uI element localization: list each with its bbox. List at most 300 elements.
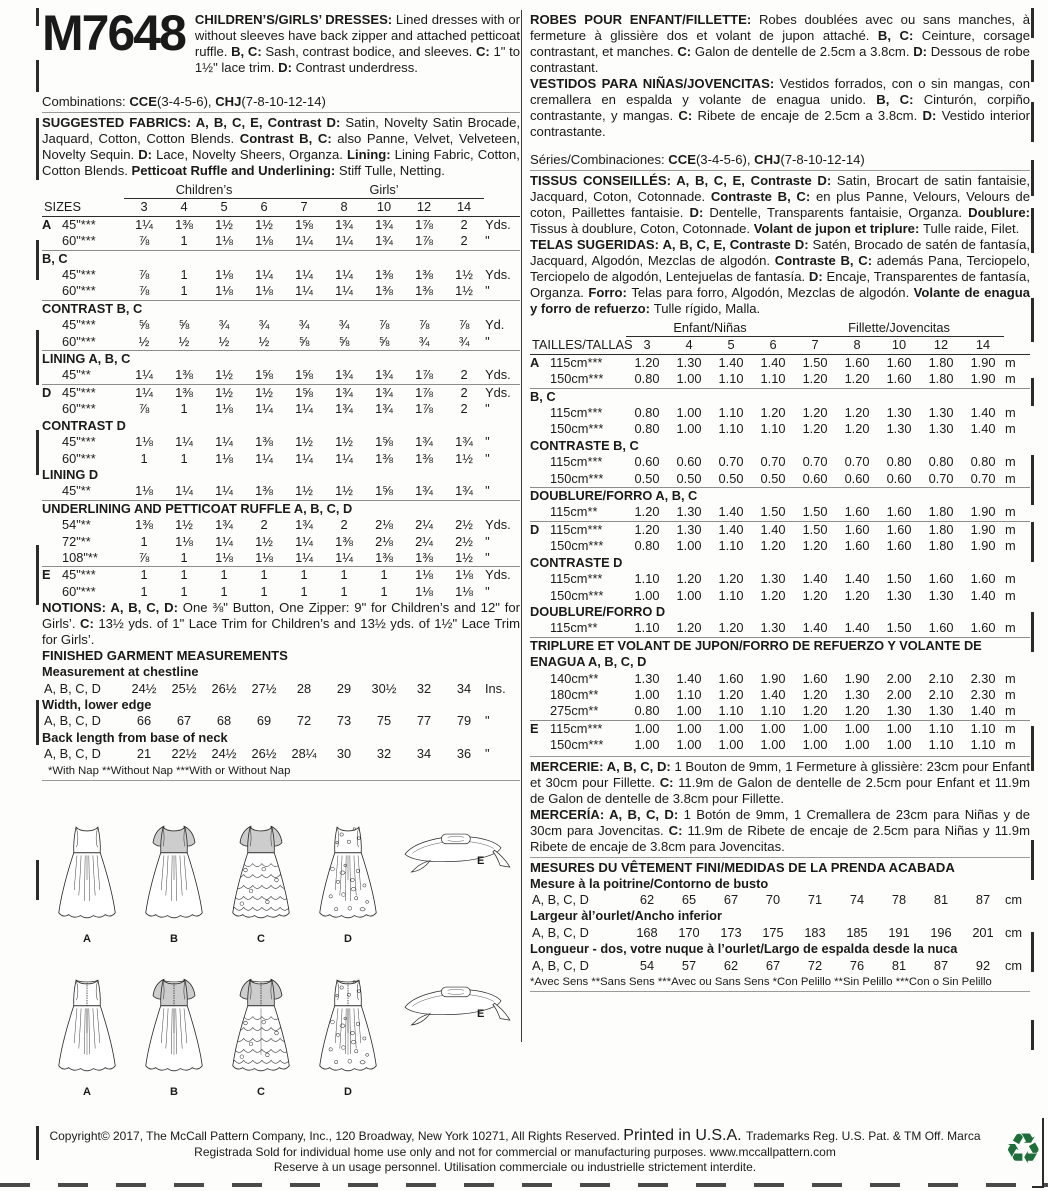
table-cell: 1 xyxy=(180,267,188,283)
table-cell: 1.60 xyxy=(928,571,954,587)
table-cell: 1¼ xyxy=(215,434,233,450)
table-cell: ½ xyxy=(178,333,190,349)
table-cell: 1.40 xyxy=(802,620,828,636)
table-cell: 72 xyxy=(296,713,312,729)
table-cell: 1.00 xyxy=(676,421,702,437)
table-cell xyxy=(530,421,548,437)
table-cell: 1.20 xyxy=(844,405,870,421)
table-cell: 1.20 xyxy=(802,587,828,603)
table-cell: 79 xyxy=(456,713,472,729)
series-line xyxy=(530,152,1030,168)
bodice-shape xyxy=(335,827,362,853)
table-row xyxy=(42,334,520,351)
table-cell: " xyxy=(485,333,490,349)
table-cell: m xyxy=(1005,354,1016,370)
table-cell: 1⅞ xyxy=(415,401,433,417)
table-cell: LINING A, B, C xyxy=(42,351,520,368)
table-cell: 1½ xyxy=(215,367,233,383)
table-cell: 0.50 xyxy=(676,470,702,486)
table-cell: 1.20 xyxy=(718,686,744,702)
table-cell: 24½ xyxy=(131,680,157,696)
table-cell: 60"*** xyxy=(62,333,96,349)
table-cell: 1.20 xyxy=(760,538,786,554)
table-cell: 1 xyxy=(140,450,148,466)
table-cell: 7 xyxy=(284,199,324,216)
table-row xyxy=(42,267,520,283)
table-row xyxy=(42,746,520,762)
table-row xyxy=(42,567,520,584)
text-segment: Trademarks Reg. U.S. Pat. & TM Off. Marca xyxy=(746,1129,981,1143)
table-cell: 1¾ xyxy=(375,233,393,249)
registration-mark xyxy=(36,60,39,92)
table-cell: m xyxy=(1005,470,1016,486)
table-row xyxy=(42,730,520,746)
lace-skirt-shape xyxy=(225,1006,298,1071)
table-cell: DOUBLURE/FORRO A, B, C xyxy=(530,488,1030,505)
table-cell: 60"*** xyxy=(62,283,96,299)
table-row xyxy=(530,720,1030,737)
table-cell: 1¼ xyxy=(255,267,273,283)
table-cell: 12 xyxy=(404,199,444,216)
table-cell: 1⅜ xyxy=(375,283,393,299)
table-cell: 32 xyxy=(376,746,392,762)
table-cell: 1.10 xyxy=(718,421,744,437)
table-cell: 1⅛ xyxy=(135,483,153,499)
table-cell: 201 xyxy=(972,924,994,940)
table-cell: 1⅛ xyxy=(175,533,193,549)
table-cell: 1⅜ xyxy=(415,283,433,299)
table-cell: 0.60 xyxy=(802,470,828,486)
table-cell: 1.10 xyxy=(634,571,660,587)
table-cell xyxy=(484,182,520,199)
table-cell: 1 xyxy=(124,567,164,584)
table-row xyxy=(530,454,1030,470)
table-cell: Largeur àl’ourlet/Ancho inferior xyxy=(530,908,722,924)
table-cell: 1⅛ xyxy=(404,567,444,584)
text-segment: D: xyxy=(138,147,157,162)
text-segment: C: xyxy=(678,108,698,123)
table-cell: 1.50 xyxy=(802,354,828,370)
table-cell: CONTRASTE B, C xyxy=(530,437,639,453)
table-cell: 1.10 xyxy=(718,371,744,387)
table-row xyxy=(530,604,1030,620)
table-cell: 0.80 xyxy=(928,454,954,470)
table-cell: Ins. xyxy=(485,680,506,696)
table-cell: 1.00 xyxy=(836,720,878,737)
table-cell: TAILLES/TALLAS xyxy=(532,337,633,353)
table-cell: 5 xyxy=(204,199,244,216)
table-cell: 1⅜ xyxy=(335,533,353,549)
table-cell: 1 xyxy=(140,533,148,549)
dress-c-front-illustration xyxy=(220,818,302,932)
table-cell: 1.00 xyxy=(760,737,786,753)
text-segment: Vestido interior contrastante. xyxy=(530,108,1030,139)
table-cell: 1 xyxy=(324,567,364,584)
text-segment: C: xyxy=(668,822,688,838)
table-cell: 22½ xyxy=(171,746,197,762)
table-row xyxy=(42,681,520,697)
table-cell: ¾ xyxy=(338,317,350,333)
table-cell: 5 xyxy=(710,337,752,354)
table-cell: 0.70 xyxy=(718,454,744,470)
table-cell: 1.10 xyxy=(970,737,996,753)
table-cell: 1½ xyxy=(335,483,353,499)
table-row xyxy=(42,697,520,713)
table-cell: A, B, C, D xyxy=(532,924,589,940)
table-cell: 191 xyxy=(888,924,910,940)
table-cell: 2 xyxy=(460,367,468,383)
description-es xyxy=(530,76,1030,140)
table-cell: 1.30 xyxy=(886,703,912,719)
table-cell: 1.40 xyxy=(710,521,752,538)
table-cell: 1.60 xyxy=(970,620,996,636)
table-cell: 1.00 xyxy=(676,737,702,753)
table-cell: 45"** xyxy=(62,483,91,499)
table-cell: 1.00 xyxy=(676,703,702,719)
table-cell: " xyxy=(485,746,490,762)
table-cell: Width, lower edge xyxy=(42,696,152,712)
table-cell: 1¾ xyxy=(324,384,364,401)
table-cell: 32 xyxy=(416,680,432,696)
table-cell xyxy=(530,504,548,521)
table-cell: 14 xyxy=(444,199,484,216)
text-segment: 1 Botón de 9mm, 1 Cremallera de 23cm para Niñas y de 30cm para Jovencitas. xyxy=(530,806,1030,838)
table-cell: 21 xyxy=(136,746,152,762)
table-row xyxy=(42,233,520,250)
table-cell xyxy=(530,320,626,337)
table-cell: 1.50 xyxy=(886,571,912,587)
text-segment: en plus Panne, Velours, Velours de coton, Paillettes fantaisie. xyxy=(530,189,1030,220)
table-cell: 1.10 xyxy=(718,703,744,719)
table-cell: 1⅛ xyxy=(444,567,484,584)
table-cell: 175 xyxy=(762,924,784,940)
table-cell: 0.80 xyxy=(634,405,660,421)
table-cell: Yd. xyxy=(485,317,505,333)
text-segment: Dessous de robe contrastant. xyxy=(530,44,1030,75)
table-cell: E xyxy=(42,567,60,584)
table-row xyxy=(530,703,1030,720)
data-table xyxy=(530,876,1030,974)
text-segment: Lining Fabric, Cotton, Cotton Blends. xyxy=(42,147,520,178)
table-cell: 1⅝ xyxy=(375,434,393,450)
table-row xyxy=(530,354,1030,371)
table-cell: 1.20 xyxy=(802,538,828,554)
table-row xyxy=(530,371,1030,388)
table-cell: 1 xyxy=(180,583,188,599)
table-cell: ¾ xyxy=(458,333,470,349)
table-cell: 1.30 xyxy=(760,620,786,636)
table-cell: Yds. xyxy=(485,267,511,283)
dress-c-back xyxy=(220,971,302,1098)
table-cell: 2 xyxy=(444,384,484,401)
table-cell: UNDERLINING AND PETTICOAT RUFFLE A, B, C, D xyxy=(42,500,520,517)
table-cell: 1¼ xyxy=(295,283,313,299)
table-row xyxy=(530,405,1030,421)
table-cell: 12 xyxy=(920,337,962,354)
table-cell: " xyxy=(485,583,490,599)
table-cell: 1.60 xyxy=(878,521,920,538)
mesures-table-container xyxy=(530,876,1030,974)
text-segment: CCE xyxy=(129,94,157,109)
table-cell: 4 xyxy=(164,199,204,216)
table-cell: 45"*** xyxy=(62,317,96,333)
registration-mark xyxy=(36,240,39,280)
table-cell: ⅝ xyxy=(378,333,390,349)
dress-b-back xyxy=(133,971,215,1098)
text-segment: B, C: xyxy=(876,92,924,107)
table-cell: 2.00 xyxy=(886,670,912,686)
table-row xyxy=(42,351,520,368)
view-label: B xyxy=(170,1086,178,1098)
table-cell: 0.50 xyxy=(760,470,786,486)
registration-mark xyxy=(1031,932,1034,972)
table-cell: 1.20 xyxy=(844,421,870,437)
text-segment: CHILDREN’S/GIRLS’ DRESSES: xyxy=(194,12,396,27)
table-cell: 1.90 xyxy=(844,670,870,686)
telas-sugeridas xyxy=(530,237,1030,317)
table-cell: 1.40 xyxy=(760,354,786,370)
table-cell: 1⅛ xyxy=(415,583,433,599)
table-row xyxy=(530,438,1030,454)
view-label: D xyxy=(344,1086,352,1098)
table-cell: 1¾ xyxy=(415,483,433,499)
table-cell: Longueur - dos, votre nuque à l’ourlet/Largo de espalda desde la nuca xyxy=(530,941,958,957)
table-cell: 57 xyxy=(681,957,697,973)
table-cell xyxy=(42,367,60,384)
table-cell: 24½ xyxy=(211,746,237,762)
table-cell: ⅞ xyxy=(418,317,430,333)
text-segment: (3-4-5-6), xyxy=(157,94,216,109)
table-cell: 1 xyxy=(164,567,204,584)
table-cell: 150cm*** xyxy=(550,421,604,437)
text-segment: Dentelle, Transparents fantaisie, Organza. xyxy=(709,205,969,220)
table-cell: 1.60 xyxy=(970,571,996,587)
table-cell: 1¾ xyxy=(335,216,353,232)
table-cell: 1⅜ xyxy=(255,483,273,499)
table-cell: Mesure à la poitrine/Contorno de busto xyxy=(530,875,769,891)
table-row xyxy=(42,283,520,300)
table-cell: 1.20 xyxy=(718,620,744,636)
table-cell: 108"** xyxy=(62,549,98,565)
table-cell: 1.20 xyxy=(802,686,828,702)
table-cell: Enfant/Niñas xyxy=(626,320,794,337)
view-label: A xyxy=(83,1086,91,1098)
text-segment: 1" to 1½" lace trim. xyxy=(194,44,520,75)
text-segment: CHJ xyxy=(754,152,781,167)
dress-b-back-illustration xyxy=(133,971,215,1085)
table-cell: 34 xyxy=(456,680,472,696)
table-cell: 1 xyxy=(364,567,404,584)
table-cell: 1 xyxy=(180,233,188,249)
table-cell: Back length from base of neck xyxy=(42,729,228,745)
table-cell: 2.30 xyxy=(970,670,996,686)
dress-d-back-illustration xyxy=(307,971,389,1085)
table-cell: 1.10 xyxy=(634,620,660,636)
table-cell: 1.40 xyxy=(718,354,744,370)
table-cell: 67 xyxy=(765,957,781,973)
table-cell: 1.20 xyxy=(676,620,702,636)
table-row xyxy=(42,500,520,517)
table-row xyxy=(530,571,1030,587)
table-cell: 1.00 xyxy=(676,587,702,603)
table-row xyxy=(42,451,520,467)
table-cell xyxy=(42,517,60,533)
registration-mark xyxy=(36,545,39,605)
registration-mark xyxy=(1031,102,1034,142)
table-cell: 1¾ xyxy=(335,367,353,383)
registration-mark xyxy=(1031,298,1034,342)
table-cell: 1⅜ xyxy=(175,216,193,232)
table-cell: 1.10 xyxy=(962,720,1004,737)
table-cell: 1.10 xyxy=(928,737,954,753)
table-cell: 26½ xyxy=(251,746,277,762)
table-row xyxy=(42,483,520,500)
table-cell: 60"*** xyxy=(62,450,96,466)
table-row xyxy=(42,367,520,384)
dress-a-back xyxy=(46,971,128,1098)
table-cell: 1.50 xyxy=(794,521,836,538)
table-cell: ⅞ xyxy=(138,233,150,249)
table-cell: 1.20 xyxy=(802,421,828,437)
table-cell: 0.60 xyxy=(886,470,912,486)
table-cell xyxy=(42,550,60,567)
front-views-row xyxy=(46,818,520,945)
table-cell: 1⅛ xyxy=(215,549,233,565)
text-segment: D: xyxy=(689,205,710,220)
table-cell: 1.20 xyxy=(802,405,828,421)
table-cell: 1.00 xyxy=(794,720,836,737)
table-cell xyxy=(530,571,548,587)
table-cell: 1.00 xyxy=(802,737,828,753)
dress-d-front xyxy=(307,818,389,945)
table-cell: 1¼ xyxy=(175,434,193,450)
table-row xyxy=(530,488,1030,505)
table-cell: 1 xyxy=(180,401,188,417)
text-segment: B, C: xyxy=(231,44,266,59)
table-cell: 1 xyxy=(180,450,188,466)
table-cell: 4 xyxy=(668,337,710,354)
table-cell: 34 xyxy=(416,746,432,762)
dress-a-back-illustration xyxy=(46,971,128,1085)
table-cell: 1⅛ xyxy=(215,450,233,466)
table-cell: " xyxy=(485,533,490,549)
table-cell: m xyxy=(1005,504,1016,520)
table-cell: 1.00 xyxy=(718,737,744,753)
dress-a-front-illustration xyxy=(46,818,128,932)
registration-mark xyxy=(36,330,39,385)
table-cell: m xyxy=(1005,620,1016,636)
bodice-shape xyxy=(240,826,282,852)
table-cell: ¾ xyxy=(258,317,270,333)
table-cell: 150cm*** xyxy=(550,470,604,486)
table-cell xyxy=(42,317,60,333)
table-cell: 1.00 xyxy=(626,720,668,737)
registration-mark xyxy=(1031,208,1034,253)
table-cell: 1.60 xyxy=(836,521,878,538)
table-cell: 1⅜ xyxy=(375,450,393,466)
table-row xyxy=(530,925,1030,941)
rule xyxy=(42,780,520,781)
table-cell: 1.90 xyxy=(970,354,996,370)
table-cell xyxy=(530,737,548,753)
table-cell: m xyxy=(1005,371,1016,387)
table-cell: 70 xyxy=(765,891,781,907)
finished-garment-heading: FINISHED GARMENT MEASUREMENTS xyxy=(42,648,288,664)
header xyxy=(42,5,520,76)
table-cell: B, C xyxy=(530,388,1030,405)
sash-shape xyxy=(405,987,510,1025)
text-segment: 13½ yds. of 1" Lace Trim for Children’s and 13½ yds. of 1½" Lace Trim for Girls’. xyxy=(42,616,520,648)
table-cell: 115cm** xyxy=(550,620,598,636)
text-segment: CHJ xyxy=(215,94,242,109)
table-cell: 65 xyxy=(681,891,697,907)
table-cell: 1.50 xyxy=(886,620,912,636)
table-cell: 62 xyxy=(723,957,739,973)
text-segment: Ribete de encaje de 2.5cm a 3.8cm. xyxy=(697,108,923,123)
rule xyxy=(530,857,1030,858)
text-segment: MERCERIE: A, B, C, D: xyxy=(530,758,675,774)
table-cell: 173 xyxy=(720,924,742,940)
table-cell: 1.40 xyxy=(676,670,702,686)
sens-footnote: *Avec Sens **Sans Sens ***Avec ou Sans Sens *Con Pelillo **Sin Pelillo ***Con o Sin Pelillo xyxy=(530,976,992,988)
table-row xyxy=(530,521,1030,538)
bodice-shape xyxy=(74,827,101,853)
table-cell: m xyxy=(1005,587,1016,603)
table-cell: 1¼ xyxy=(335,283,353,299)
text-segment: Copyright© 2017, The McCall Pattern Company, Inc., 120 Broadway, New York 10271, All Rights Reserved. xyxy=(49,1129,624,1143)
table-cell: 72 xyxy=(807,957,823,973)
table-cell: 2¼ xyxy=(415,517,433,533)
table-cell: 1⅜ xyxy=(375,549,393,565)
table-cell: ⅝ xyxy=(178,317,190,333)
text-segment: 11.9m de Ribete de encaje de 2.5cm para Niñas y 11.9m Ribete de encaje de 3.8cm para Jovencitas. xyxy=(530,822,1030,854)
table-cell: 1.20 xyxy=(802,703,828,719)
table-cell: 45"** xyxy=(62,367,91,383)
table-cell xyxy=(1004,337,1030,354)
table-cell: 1.20 xyxy=(802,371,828,387)
table-cell: ⅞ xyxy=(138,283,150,299)
table-cell: 1⅝ xyxy=(284,384,324,401)
dress-c-back-illustration xyxy=(220,971,302,1085)
text-segment: NOTIONS: A, B, C, D: xyxy=(42,600,183,616)
table-cell: 1⅜ xyxy=(375,267,393,283)
table-cell: 0.70 xyxy=(802,454,828,470)
registration-mark xyxy=(1031,840,1034,880)
table-cell: 1⅛ xyxy=(255,233,273,249)
table-cell: 1½ xyxy=(244,384,284,401)
dress-b-front-illustration xyxy=(133,818,215,932)
table-cell: 1¼ xyxy=(255,450,273,466)
table-cell: 66 xyxy=(136,713,152,729)
table-cell: 1 xyxy=(180,283,188,299)
text-segment: Volant de jupon et triplure: xyxy=(753,221,923,236)
table-cell: 1.60 xyxy=(844,354,870,370)
table-cell: B, C xyxy=(42,250,520,267)
text-segment: Volante de enagua y forro de refuerzo: xyxy=(530,285,1031,316)
table-cell: 27½ xyxy=(251,680,277,696)
table-row xyxy=(42,384,520,401)
text-segment: Lace, Novelty Sheers, Organza. xyxy=(156,147,347,162)
sash-e-front-illustration xyxy=(394,826,516,876)
registration-mark xyxy=(36,430,39,475)
recycle-icon: ♻ xyxy=(1004,1125,1042,1172)
table-cell: 1.60 xyxy=(886,538,912,554)
table-cell xyxy=(530,471,548,488)
table-cell: 1¼ xyxy=(295,233,313,249)
right-column xyxy=(530,12,1030,994)
registration-mark xyxy=(36,8,39,26)
table-cell: 1.40 xyxy=(970,421,996,437)
